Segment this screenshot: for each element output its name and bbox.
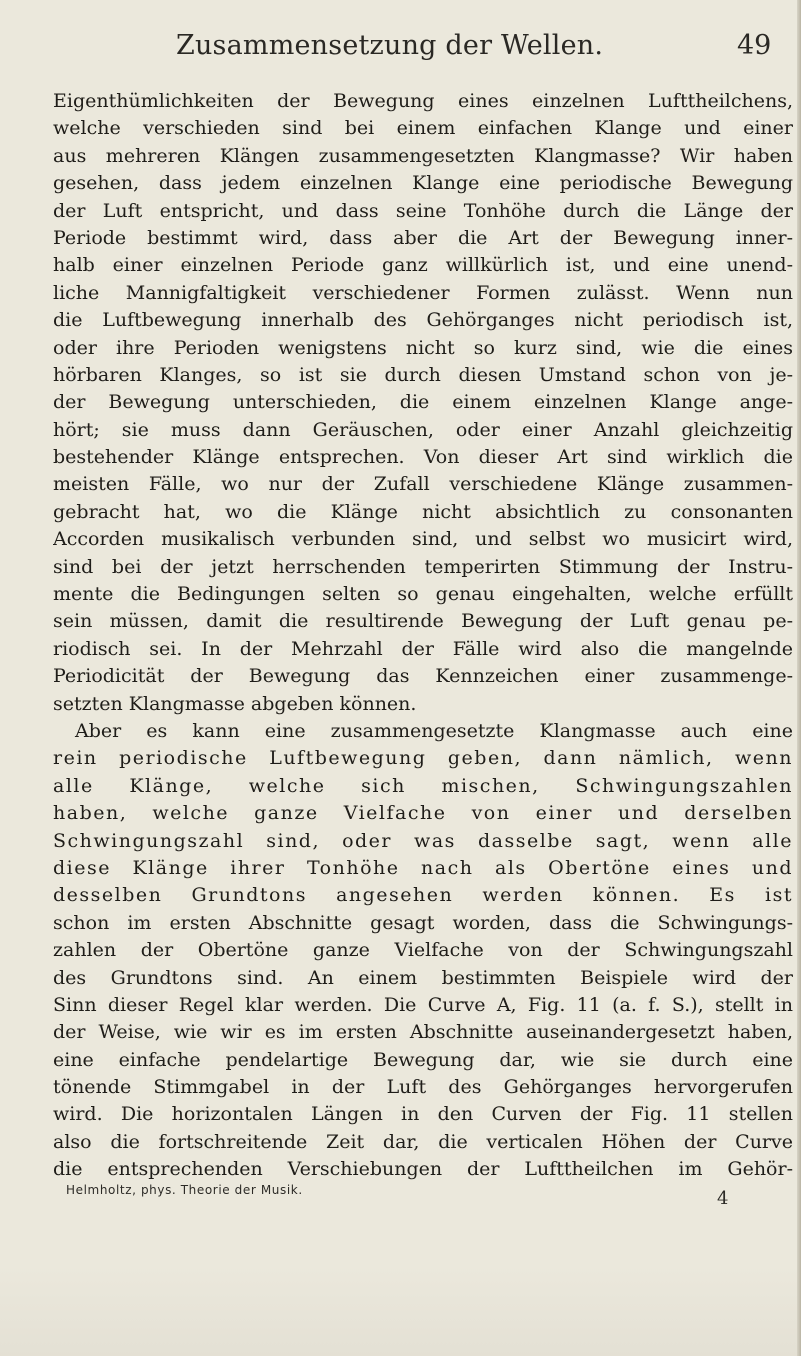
- emphasized-line: Schwingungszahl sind, oder was dasselbe sagt, wenn alle: [53, 829, 793, 852]
- emphasized-line: haben, welche ganze Vielfache von einer und derselben: [53, 802, 793, 825]
- text-line: sein müssen, damit die resultirende Bewegung der Luft genau pe-: [53, 610, 793, 633]
- text-line: der Weise, wie wir es im ersten Abschnitte auseinandergesetzt haben,: [53, 1021, 793, 1044]
- text-line: schon im ersten Abschnitte gesagt worden, dass die Schwingungs-: [53, 911, 793, 934]
- text-line: eine einfache pendelartige Bewegung dar, wie sie durch eine: [53, 1048, 793, 1071]
- text-line: aus mehreren Klängen zusammengesetzten Klangmasse? Wir haben: [53, 144, 793, 167]
- text-line: gesehen, dass jedem einzelnen Klange eine periodische Bewegung: [53, 172, 793, 195]
- text-line: der Luft entspricht, und dass seine Tonhöhe durch die Länge der: [53, 199, 793, 222]
- signature-mark: 4: [717, 1188, 729, 1209]
- paragraph-end-line: setzten Klangmasse abgeben können.: [53, 692, 417, 715]
- page-number: 49: [737, 30, 772, 61]
- page-shade: [0, 1266, 801, 1356]
- text-line: oder ihre Perioden wenigstens nicht so kurz sind, wie die eines: [53, 336, 793, 359]
- body-text: [53, 88, 793, 1184]
- text-line: Eigenthümlichkeiten der Bewegung eines einzelnen Lufttheilchens,: [53, 90, 793, 112]
- emphasized-line: desselben Grundtons angesehen werden können. Es ist: [53, 884, 793, 907]
- text-line: sind bei der jetzt herrschenden temperirten Stimmung der Instru-: [53, 555, 793, 578]
- text-line: also die fortschreitende Zeit dar, die verticalen Höhen der Curve: [53, 1130, 793, 1153]
- text-line: zahlen der Obertöne ganze Vielfache von der Schwingungszahl: [53, 939, 793, 962]
- text-line: der Bewegung unterschieden, die einem einzelnen Klange ange-: [53, 391, 793, 414]
- emphasized-line: diese Klänge ihrer Tonhöhe nach als Obertöne eines und: [53, 856, 793, 879]
- text-line: die Luftbewegung innerhalb des Gehörganges nicht periodisch ist,: [53, 309, 793, 332]
- text-line: Periodicität der Bewegung das Kennzeichen einer zusammenge-: [53, 665, 793, 688]
- emphasized-line: rein periodische Luftbewegung geben, dann nämlich, wenn: [53, 747, 793, 770]
- page-edge: [797, 0, 801, 1356]
- text-line: liche Mannigfaltigkeit verschiedener Formen zulässt. Wenn nun: [53, 281, 793, 304]
- running-head-title: Zusammensetzung der Wellen.: [176, 30, 604, 61]
- footer-author-line: Helmholtz, phys. Theorie der Musik.: [66, 1183, 303, 1197]
- text-line: wird. Die horizontalen Längen in den Curven der Fig. 11 stellen: [53, 1103, 793, 1126]
- paragraph-start-line: Aber es kann eine zusammengesetzte Klangmasse auch eine: [75, 719, 793, 742]
- text-line: welche verschieden sind bei einem einfachen Klange und einer: [53, 117, 793, 140]
- text-line: halb einer einzelnen Periode ganz willkürlich ist, und eine unend-: [53, 254, 793, 277]
- text-line: meisten Fälle, wo nur der Zufall verschiedene Klänge zusammen-: [53, 473, 793, 496]
- text-line: gebracht hat, wo die Klänge nicht absichtlich zu consonanten: [53, 500, 793, 523]
- text-line: Accorden musikalisch verbunden sind, und selbst wo musicirt wird,: [53, 528, 793, 551]
- text-line: tönende Stimmgabel in der Luft des Gehörganges hervorgerufen: [53, 1076, 793, 1099]
- text-line: hörbaren Klanges, so ist sie durch diesen Umstand schon von je-: [53, 363, 793, 386]
- text-line: bestehender Klänge entsprechen. Von dieser Art sind wirklich die: [53, 446, 793, 469]
- text-line: mente die Bedingungen selten so genau eingehalten, welche erfüllt: [53, 583, 793, 606]
- text-line: riodisch sei. In der Mehrzahl der Fälle wird also die mangelnde: [53, 637, 793, 660]
- text-line: des Grundtons sind. An einem bestimmten Beispiele wird der: [53, 966, 793, 989]
- text-line: Periode bestimmt wird, dass aber die Art der Bewegung inner-: [53, 226, 793, 249]
- text-line: hört; sie muss dann Geräuschen, oder einer Anzahl gleichzeitig: [53, 418, 793, 441]
- emphasized-line: alle Klänge, welche sich mischen, Schwingungszahlen: [53, 774, 793, 797]
- text-line: die entsprechenden Verschiebungen der Lufttheilchen im Gehör-: [53, 1158, 793, 1181]
- text-line: Sinn dieser Regel klar werden. Die Curve A, Fig. 11 (a. f. S.), stellt in: [53, 993, 793, 1016]
- page-footer: [66, 1183, 786, 1213]
